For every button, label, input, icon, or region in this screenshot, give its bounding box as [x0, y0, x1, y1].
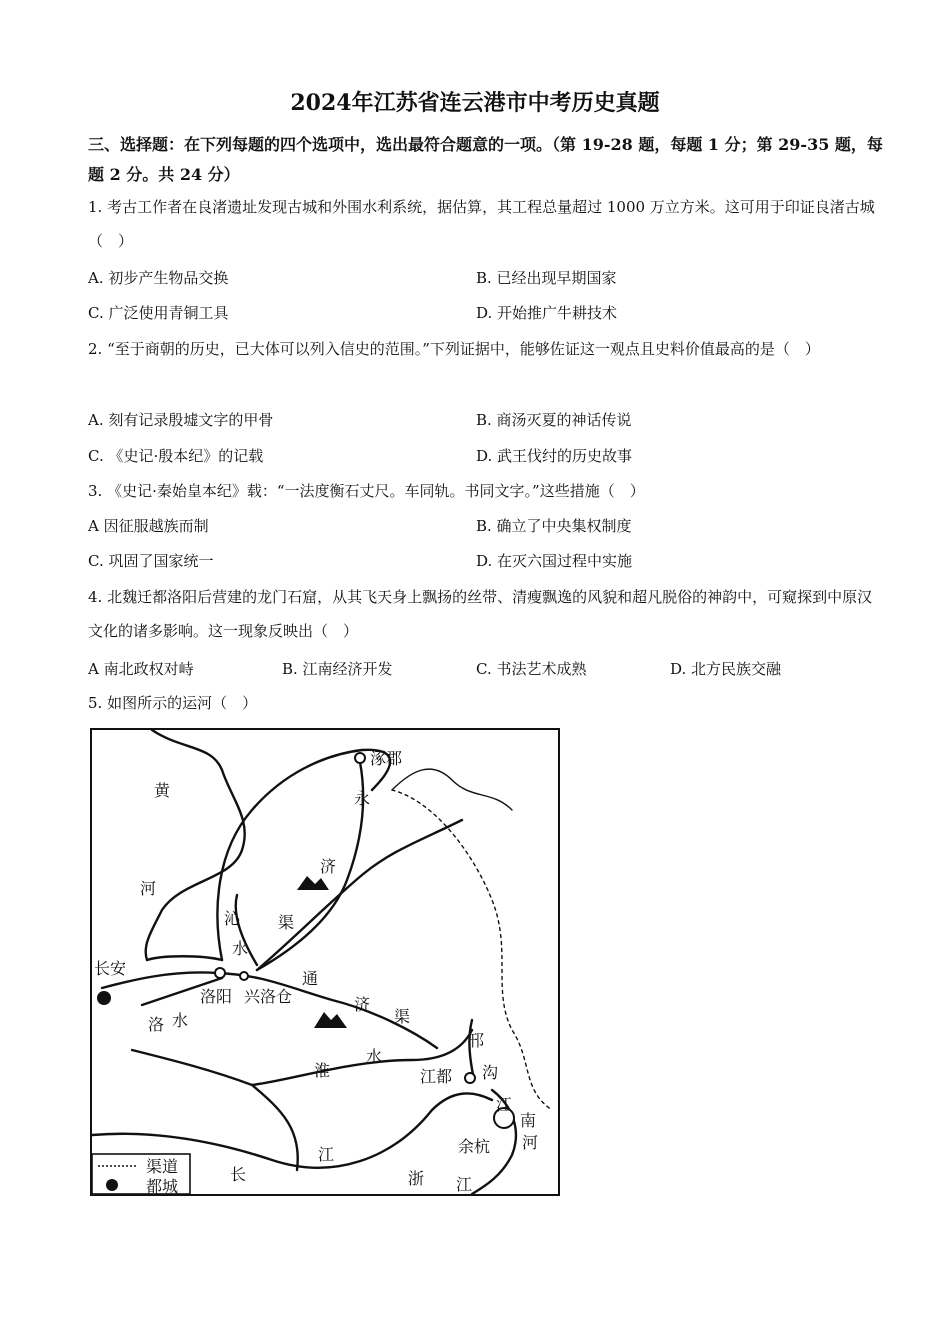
legend-capital-marker: [106, 1179, 118, 1191]
label-luo: 洛: [148, 1015, 165, 1034]
label-jiang-1: 江: [496, 1095, 513, 1114]
southern-outline: [132, 1050, 298, 1170]
q3-option-b[interactable]: B. 确立了中央集权制度: [476, 517, 632, 535]
q2-option-b[interactable]: B. 商汤灭夏的神话传说: [476, 411, 632, 429]
changan-capital-marker: [97, 991, 111, 1005]
label-xingluocang: 兴洛仓: [244, 987, 293, 1006]
label-qu-2: 渠: [394, 1007, 411, 1026]
label-he-1: 河: [140, 879, 157, 898]
label-luoyang: 洛阳: [200, 987, 233, 1006]
tongji-canal: [102, 972, 437, 1048]
yongji-canal: [257, 762, 363, 970]
xingluocang-marker: [240, 972, 248, 980]
label-he-2: 河: [522, 1133, 539, 1152]
label-zhuojun: 涿郡: [370, 749, 403, 768]
q3-option-c[interactable]: C. 巩固了国家统一: [88, 552, 214, 570]
label-yong: 永: [354, 789, 371, 808]
section-heading: 三、选择题：在下列每题的四个选项中，选出最符合题意的一项。（第 19-28 题，每题 1 分；第 29-35 题，每题 2 分。共 24 分）: [88, 135, 883, 184]
label-jiang-2: 江: [318, 1145, 335, 1164]
label-shui-1: 水: [232, 939, 249, 958]
jiangdu-city-marker: [465, 1073, 475, 1083]
label-huai: 淮: [314, 1061, 331, 1080]
label-jiangdu: 江都: [420, 1067, 453, 1086]
mountain-icon-1: [297, 876, 329, 890]
label-chang: 长: [230, 1165, 247, 1184]
question-2-stem: 2. “至于商朝的历史，已大体可以列入信史的范围。”下列证据中，能够佐证这一观点且史料价值最高的是（ ）: [88, 340, 820, 358]
label-ji-2: 济: [354, 995, 371, 1014]
zhuojun-city-marker: [355, 753, 365, 763]
label-huang: 黄: [154, 781, 171, 800]
label-shui-3: 水: [366, 1047, 383, 1066]
grand-canal-map: [90, 728, 560, 1196]
label-jiang-3: 江: [456, 1175, 473, 1194]
luoyang-city-marker: [215, 968, 225, 978]
question-1-stem: 1. 考古工作者在良渚遗址发现古城和外围水利系统，据估算，其工程总量超过 1000 万立方米。这可用于印证良渚古城（ ）: [88, 198, 875, 250]
label-qin: 沁: [224, 909, 241, 928]
page-title: 2024年江苏省连云港市中考历史真题: [290, 90, 660, 116]
yellow-river-branch: [147, 956, 222, 960]
q2-option-c[interactable]: C. 《史记·殷本纪》的记载: [88, 447, 264, 465]
q2-option-a[interactable]: A. 刻有记录殷墟文字的甲骨: [88, 411, 274, 429]
coastline-2: [392, 769, 512, 810]
label-shui-2: 水: [172, 1011, 189, 1030]
ji-river: [257, 820, 462, 970]
map-drawing: [92, 730, 558, 1194]
label-changan: 长安: [94, 959, 127, 978]
q1-option-a[interactable]: A. 初步产生物品交换: [88, 269, 229, 287]
label-ji-1: 济: [320, 857, 337, 876]
label-qu-1: 渠: [278, 913, 295, 932]
mountain-icon-2: [314, 1012, 347, 1028]
label-gou: 沟: [482, 1063, 499, 1082]
question-5-stem: 5. 如图所示的运河（ ）: [88, 694, 258, 712]
label-han: 邗: [468, 1031, 485, 1050]
q1-option-c[interactable]: C. 广泛使用青铜工具: [88, 304, 229, 322]
q4-option-d[interactable]: D. 北方民族交融: [670, 660, 782, 678]
q4-option-b[interactable]: B. 江南经济开发: [282, 660, 393, 678]
q4-option-c[interactable]: C. 书法艺术成熟: [476, 660, 587, 678]
label-nan: 南: [520, 1111, 537, 1130]
q3-option-a[interactable]: A 因征服越族而制: [88, 517, 209, 535]
label-yuhang: 余杭: [458, 1137, 491, 1156]
q3-option-d[interactable]: D. 在灭六国过程中实施: [476, 552, 633, 570]
legend-capital-label: 都城: [146, 1177, 179, 1194]
q1-option-d[interactable]: D. 开始推广牛耕技术: [476, 304, 618, 322]
question-4-stem: 4. 北魏迁都洛阳后营建的龙门石窟，从其飞天身上飘扬的丝带、清瘦飘逸的风貌和超凡脱俗的神韵中，可窥探到中原汉文化的诸多影响。这一现象反映出（ ）: [88, 588, 873, 640]
label-tong: 通: [302, 969, 319, 988]
legend-canal-label: 渠道: [146, 1157, 179, 1176]
q1-option-b[interactable]: B. 已经出现早期国家: [476, 269, 617, 287]
q4-option-a[interactable]: A 南北政权对峙: [88, 660, 194, 678]
question-3-stem: 3. 《史记·秦始皇本纪》载：“一法度衡石丈尺。车同轨。书同文字。”这些措施（ ）: [88, 482, 645, 500]
q2-option-d[interactable]: D. 武王伐纣的历史故事: [476, 447, 633, 465]
label-zhe: 浙: [408, 1169, 425, 1188]
